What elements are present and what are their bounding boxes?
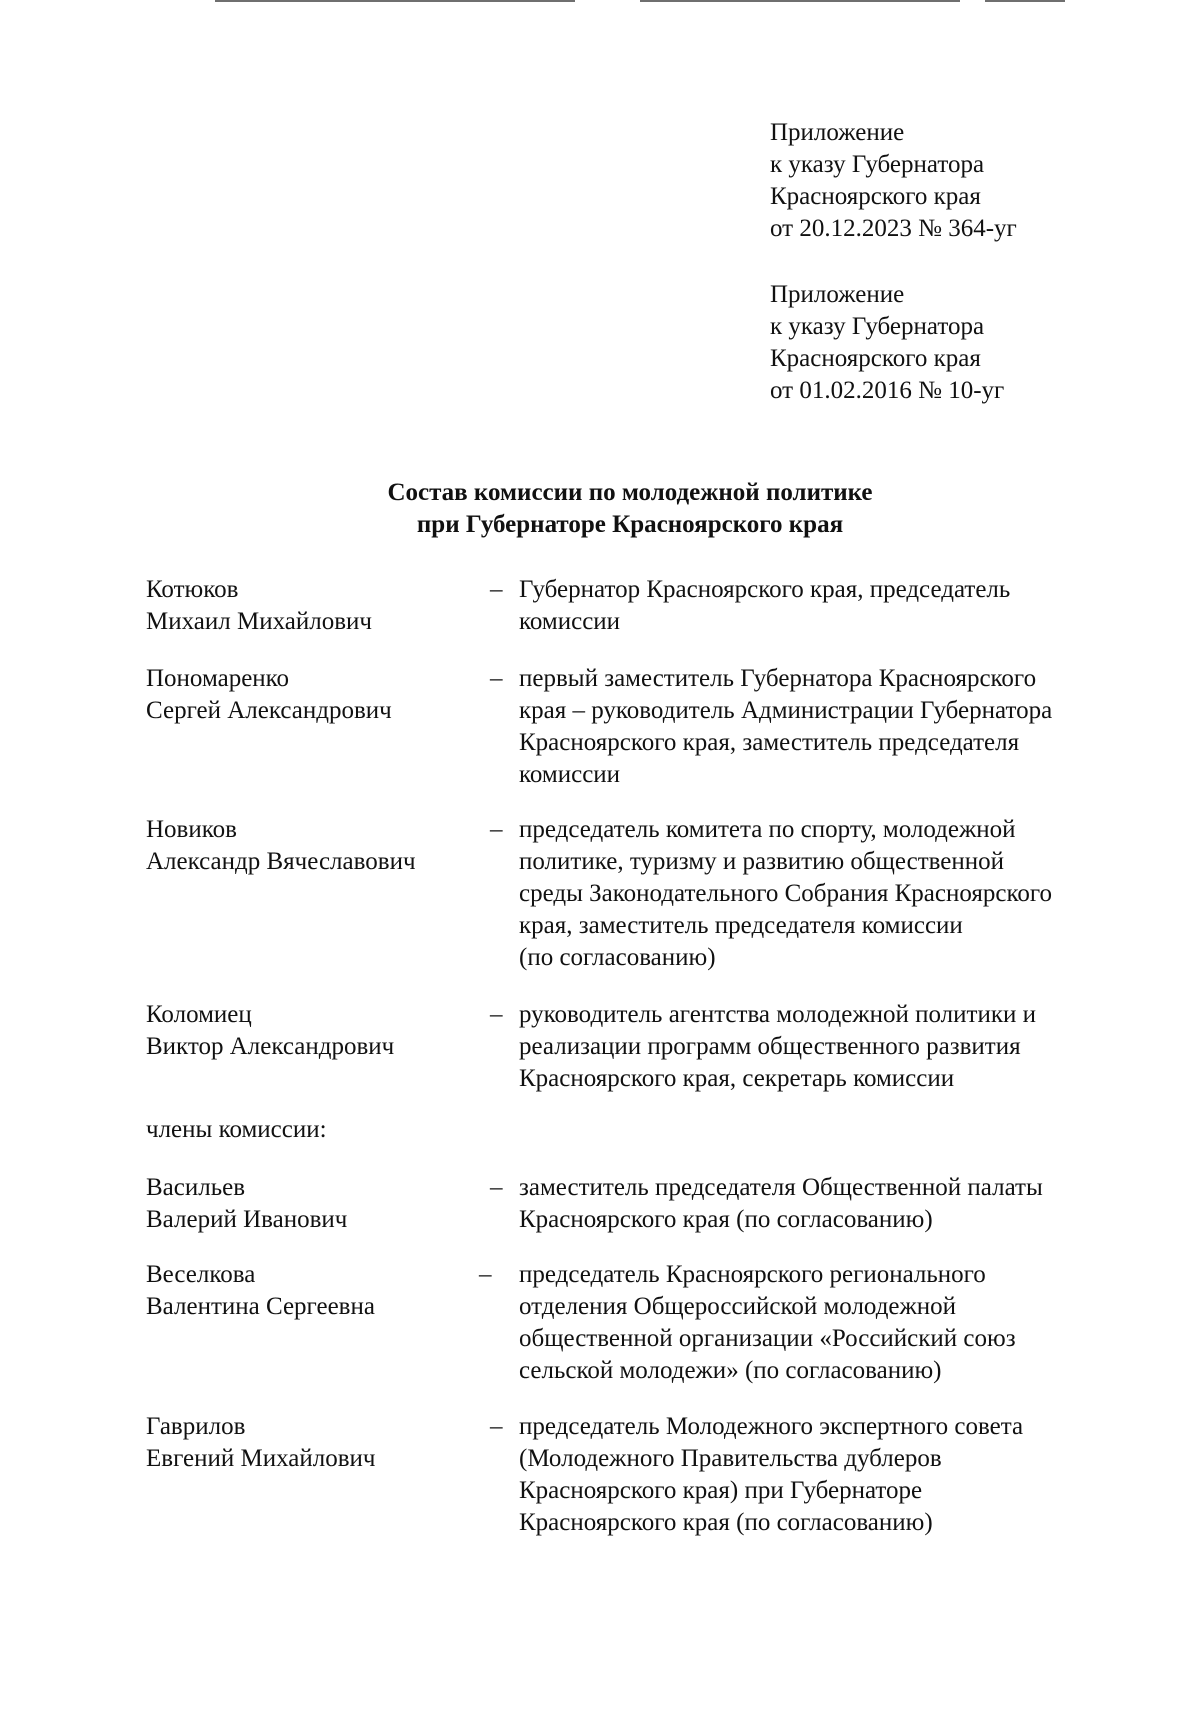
annex-line: Приложение: [770, 119, 905, 146]
dash-separator: –: [490, 1413, 503, 1440]
annex-line: от 01.02.2016 № 10-уг: [770, 377, 1005, 404]
annex-reference-current: [770, 117, 1150, 245]
member-surname: Новиков: [146, 816, 237, 843]
document-title: [0, 477, 1200, 541]
member-surname: Котюков: [146, 576, 239, 603]
position-line: заместитель председателя Общественной палаты: [519, 1174, 1043, 1201]
position-line: комиссии: [519, 608, 621, 635]
member-name: [146, 574, 486, 638]
dash-separator: –: [479, 1261, 492, 1288]
member-surname: Веселкова: [146, 1261, 256, 1288]
position-line: общественной организации «Российский союз: [519, 1325, 1016, 1352]
member-given-names: Сергей Александрович: [146, 697, 392, 724]
member-name: [146, 663, 486, 727]
position-line: руководитель агентства молодежной политики и: [519, 1001, 1036, 1028]
annex-line: к указу Губернатора: [770, 151, 985, 178]
member-given-names: Валерий Иванович: [146, 1206, 348, 1233]
scan-edge-mark: [215, 0, 575, 2]
member-position: [519, 1411, 1136, 1539]
annex-reference-original: [770, 279, 1150, 407]
member-position: [519, 663, 1136, 791]
member-name: [146, 814, 486, 878]
position-line: Красноярского края) при Губернаторе: [519, 1477, 923, 1504]
title-line: Состав комиссии по молодежной политике: [387, 479, 873, 506]
member-given-names: Михаил Михайлович: [146, 608, 372, 635]
position-line: председатель Красноярского регионального: [519, 1261, 986, 1288]
position-line: Красноярского края, секретарь комиссии: [519, 1065, 955, 1092]
position-line: (Молодежного Правительства дублеров: [519, 1445, 942, 1472]
position-line: Красноярского края (по согласованию): [519, 1509, 933, 1536]
annex-line: Красноярского края: [770, 345, 981, 372]
position-line: Губернатор Красноярского края, председатель: [519, 576, 1011, 603]
member-given-names: Александр Вячеславович: [146, 848, 416, 875]
member-surname: Васильев: [146, 1174, 246, 1201]
position-line: политике, туризму и развитию общественной: [519, 848, 1005, 875]
position-line: (по согласованию): [519, 944, 716, 971]
position-line: Красноярского края (по согласованию): [519, 1206, 933, 1233]
position-line: комиссии: [519, 761, 621, 788]
member-position: [519, 999, 1136, 1095]
member-surname: Гаврилов: [146, 1413, 246, 1440]
position-line: сельской молодежи» (по согласованию): [519, 1357, 942, 1384]
member-given-names: Виктор Александрович: [146, 1033, 395, 1060]
member-surname: Коломиец: [146, 1001, 252, 1028]
position-line: отделения Общероссийской молодежной: [519, 1293, 957, 1320]
dash-separator: –: [490, 576, 503, 603]
dash-separator: –: [490, 1174, 503, 1201]
dash-separator: –: [490, 665, 503, 692]
member-name: [146, 1259, 486, 1323]
annex-line: от 20.12.2023 № 364-уг: [770, 215, 1017, 242]
member-position: [519, 814, 1136, 974]
member-given-names: Валентина Сергеевна: [146, 1293, 375, 1320]
member-name: [146, 1411, 486, 1475]
position-line: первый заместитель Губернатора Красноярского: [519, 665, 1037, 692]
scan-edge-mark: [640, 0, 960, 2]
annex-line: Приложение: [770, 281, 905, 308]
position-line: реализации программ общественного развития: [519, 1033, 1021, 1060]
title-line: при Губернаторе Красноярского края: [416, 511, 844, 538]
member-position: [519, 1259, 1136, 1387]
member-surname: Пономаренко: [146, 665, 290, 692]
dash-separator: –: [490, 816, 503, 843]
position-line: края – руководитель Администрации Губернатора: [519, 697, 1053, 724]
annex-line: к указу Губернатора: [770, 313, 985, 340]
member-position: [519, 574, 1136, 638]
member-given-names: Евгений Михайлович: [146, 1445, 376, 1472]
position-line: председатель комитета по спорту, молодежной: [519, 816, 1016, 843]
position-line: председатель Молодежного экспертного совета: [519, 1413, 1024, 1440]
position-line: Красноярского края, заместитель председателя: [519, 729, 1020, 756]
member-position: [519, 1172, 1136, 1236]
member-name: [146, 1172, 486, 1236]
position-line: края, заместитель председателя комиссии: [519, 912, 963, 939]
member-name: [146, 999, 486, 1063]
dash-separator: –: [490, 1001, 503, 1028]
scan-edge-mark: [985, 0, 1065, 2]
position-line: среды Законодательного Собрания Красноярского: [519, 880, 1052, 907]
members-section-label: члены комиссии:: [146, 1116, 327, 1143]
annex-line: Красноярского края: [770, 183, 981, 210]
